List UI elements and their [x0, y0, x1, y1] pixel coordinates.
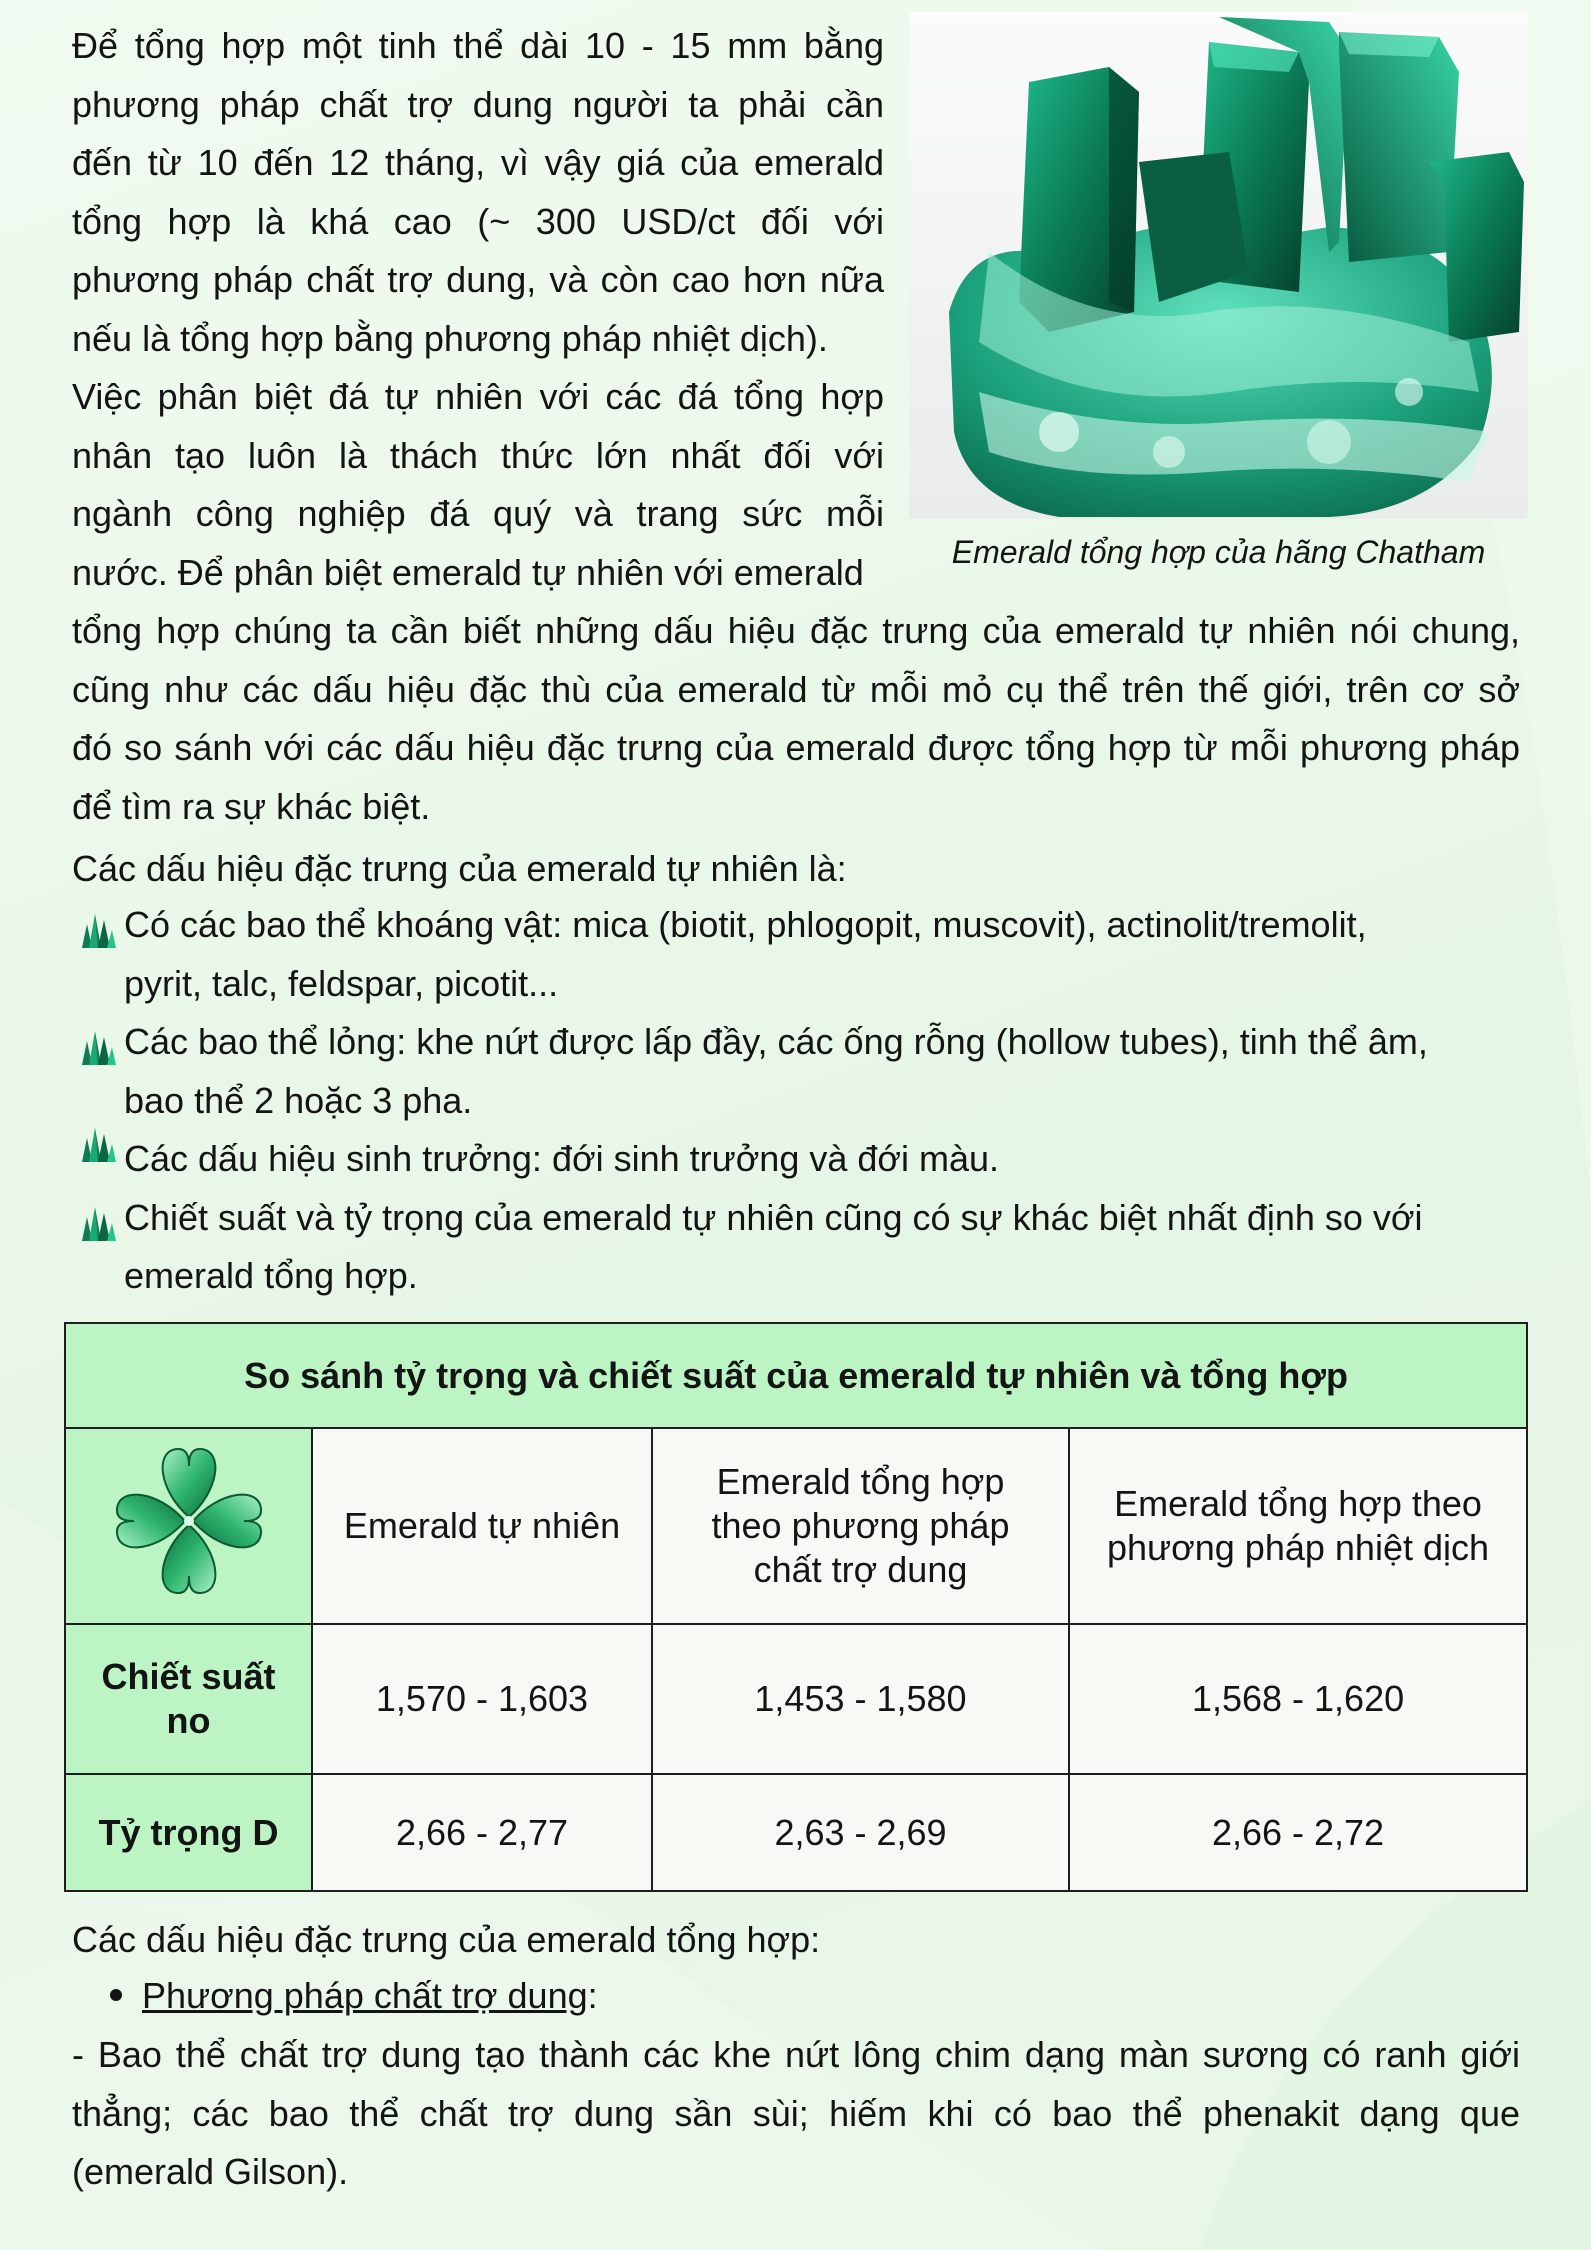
column-header: Emerald tự nhiên — [312, 1428, 652, 1624]
synthetic-line: (emerald Gilson). — [72, 2151, 349, 2192]
intro-line: Việc phân biệt đá tự nhiên với các đá tổng hợp — [72, 376, 884, 417]
continuation-line: đó so sánh với các dấu hiệu đặc trưng của emerald được tổng hợp từ mỗi phương pháp — [72, 727, 1520, 768]
emerald-crystal-bullet-icon — [78, 910, 118, 950]
intro-line: nhân tạo luôn là thách thức lớn nhất đối với — [72, 434, 884, 476]
intro-line: ngành công nghiệp đá quý và trang sức mỗi — [72, 493, 884, 534]
emerald-crystal-bullet-icon — [78, 1203, 118, 1243]
column-header: Emerald tổng hợp theo phương pháp chất trợ dung — [652, 1428, 1069, 1624]
synthetic-signs-heading: Các dấu hiệu đặc trưng của emerald tổng hợp: — [72, 1919, 821, 1960]
table-corner-cell — [65, 1428, 312, 1624]
clover-gem-icon — [104, 1441, 274, 1601]
synthetic-flux-paragraph — [72, 2026, 1520, 2202]
table-cell: 2,63 - 2,69 — [652, 1774, 1069, 1891]
natural-signs-heading: Các dấu hiệu đặc trưng của emerald tự nhiên là: — [72, 848, 847, 889]
table-cell: 1,568 - 1,620 — [1069, 1624, 1527, 1774]
list-item: Các bao thể lỏng: khe nứt được lấp đầy, các ống rỗng (hollow tubes), tinh thể âm, bao thể 2 hoặc 3 pha. — [72, 1013, 1522, 1130]
list-item: Chiết suất và tỷ trọng của emerald tự nhiên cũng có sự khác biệt nhất định so với emerald tổng hợp. — [72, 1189, 1522, 1306]
continuation-line: cũng như các dấu hiệu đặc thù của emerald từ mỗi mỏ cụ thể trên thế giới, trên cơ sở — [72, 668, 1520, 710]
emerald-crystal-photo — [909, 12, 1528, 519]
synthetic-line: - Bao thể chất trợ dung tạo thành các khe nứt lông chim dạng màn sương có ranh giới — [72, 2034, 1520, 2075]
natural-signs-list — [72, 896, 1522, 1306]
table-cell: 1,570 - 1,603 — [312, 1624, 652, 1774]
intro-line: phương pháp chất trợ dung, và còn cao hơn nữa — [72, 259, 884, 300]
table-row — [65, 1774, 1527, 1891]
continuation-line: để tìm ra sự khác biệt. — [72, 785, 431, 827]
table-title: So sánh tỷ trọng và chiết suất của emerald tự nhiên và tổng hợp — [65, 1323, 1527, 1428]
synthetic-line: thẳng; các bao thể chất trợ dung sần sùi; hiếm khi có bao thể phenakit dạng que — [72, 2092, 1520, 2134]
table-row — [65, 1624, 1527, 1774]
emerald-crystal-bullet-icon — [78, 1027, 118, 1067]
column-header: Emerald tổng hợp theo phương pháp nhiệt dịch — [1069, 1428, 1527, 1624]
intro-paragraph — [72, 17, 884, 602]
table-cell: 2,66 - 2,77 — [312, 1774, 652, 1891]
intro-line: đến từ 10 đến 12 tháng, vì vậy giá của emerald — [72, 142, 884, 183]
continuation-line: tổng hợp chúng ta cần biết những dấu hiệu đặc trưng của emerald tự nhiên nói chung, — [72, 610, 1520, 651]
method-title: Phương pháp chất trợ dung — [142, 1975, 588, 2016]
comparison-table — [64, 1322, 1528, 1892]
table-cell: 1,453 - 1,580 — [652, 1624, 1069, 1774]
list-item: Các dấu hiệu sinh trưởng: đới sinh trưởng và đới màu. — [72, 1130, 1522, 1189]
intro-line: Để tổng hợp một tinh thể dài 10 - 15 mm bằng — [72, 25, 884, 66]
intro-line: nếu là tổng hợp bằng phương pháp nhiệt dịch). — [72, 317, 828, 359]
figure-caption: Emerald tổng hợp của hãng Chatham — [951, 534, 1486, 570]
intro-line: phương pháp chất trợ dung người ta phải cần — [72, 83, 884, 125]
continuation-paragraph — [72, 602, 1520, 836]
list-item: Có các bao thể khoáng vật: mica (biotit, phlogopit, muscovit), actinolit/tremolit, pyrit, talc, feldspar, picotit... — [72, 896, 1522, 1013]
table-cell: 2,66 - 2,72 — [1069, 1774, 1527, 1891]
bullet-dot — [110, 1989, 122, 2001]
row-header: Tỷ trọng D — [65, 1774, 312, 1891]
intro-line: nước. Để phân biệt emerald tự nhiên với emerald — [72, 551, 864, 593]
emerald-crystal-bullet-icon — [78, 1124, 118, 1164]
intro-line: tổng hợp là khá cao (~ 300 USD/ct đối với — [72, 200, 884, 242]
row-header: Chiết suất no — [65, 1624, 312, 1774]
synthetic-method-item: Phương pháp chất trợ dung: — [110, 1967, 598, 2026]
